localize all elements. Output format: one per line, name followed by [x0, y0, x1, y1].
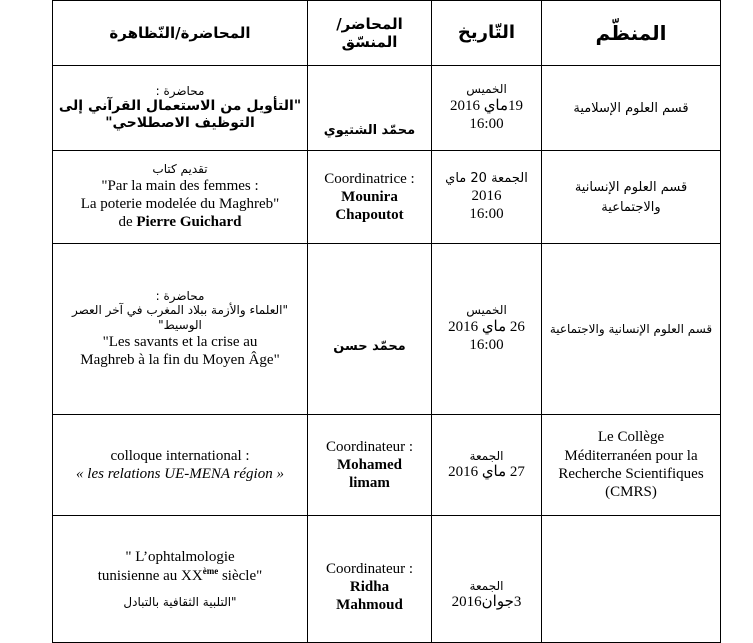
lecture-type: محاضرة : — [155, 288, 205, 303]
organizer-cell — [542, 66, 721, 151]
date-day: الخميس — [466, 82, 507, 97]
coordinator-cell — [308, 244, 432, 415]
table-row — [53, 151, 721, 244]
schedule-table — [52, 0, 721, 643]
coordinator-first: Mohamed — [337, 456, 402, 473]
date-day: الخميس — [466, 303, 507, 318]
date-cell — [432, 66, 542, 151]
lecture-title-ar: "التأويل من الاستعمال القرآني إلى التوظيف الاصطلاحي" — [58, 98, 302, 132]
lecture-line-2-wrap — [57, 566, 303, 585]
lecture-line-1: colloque international : — [110, 447, 250, 464]
coordinator-last: limam — [349, 475, 390, 492]
lecture-type: تقديم كتاب — [152, 162, 208, 177]
date-line: 19ماي 2016 — [449, 98, 524, 115]
organizer-name: قسم العلوم الإنسانية والاجتماعية — [549, 322, 713, 337]
date-time: 16:00 — [469, 205, 504, 222]
lecture-author-line — [57, 213, 303, 231]
date-cell — [432, 516, 542, 643]
coordinator-last: Mahmoud — [336, 597, 403, 614]
header-organizer: المنظّم — [542, 1, 721, 66]
coordinator-role: Coordinateur : — [325, 438, 414, 455]
header-coordinator: المحاضر/المنسّق — [308, 1, 432, 66]
organizer-cell — [542, 151, 721, 244]
lecture-sup: ème — [202, 566, 219, 577]
coordinator-cell — [308, 151, 432, 244]
coordinator-last: Chapoutot — [335, 207, 404, 224]
coordinator-name: محمّد الشتيوي — [323, 123, 416, 139]
lecture-line-2: « les relations UE-MENA région » — [76, 466, 284, 482]
lecture-cell — [53, 244, 308, 415]
lecture-cell — [53, 415, 308, 516]
date-time: 16:00 — [469, 116, 504, 133]
lecture-line-1: "Les savants et la crise au — [102, 333, 258, 350]
lecture-cell — [53, 151, 308, 244]
coordinator-cell — [308, 415, 432, 516]
lecture-title-ar: "التلبية الثقافية بالتبادل — [123, 595, 237, 610]
date-cell — [432, 151, 542, 244]
organizer-name: قسم العلوم الإنسانية والاجتماعية — [574, 180, 688, 215]
coordinator-role: Coordinatrice : — [324, 170, 415, 187]
table-row — [53, 516, 721, 643]
organizer-name: Le Collège Méditerranéen pour la Recherche Scientifiques (CMRS) — [558, 429, 704, 501]
coordinator-name: محمّد حسن — [333, 339, 406, 355]
date-cell — [432, 244, 542, 415]
lecture-cell — [53, 66, 308, 151]
date-cell — [432, 415, 542, 516]
coordinator-role: Coordinateur : — [325, 560, 414, 577]
lecture-type: محاضرة : — [155, 83, 205, 98]
lecture-line-1: "Par la main des femmes : — [101, 177, 259, 194]
date-day: الجمعة — [469, 578, 504, 593]
date-line: 26 ماي 2016 — [448, 319, 525, 336]
table-row — [53, 66, 721, 151]
lecture-de: de — [118, 214, 133, 231]
date-day: الجمعة — [469, 448, 504, 463]
table-row — [53, 415, 721, 516]
header-date: التّاريخ — [432, 1, 542, 66]
date-year: 2016 — [471, 187, 502, 204]
date-line: 3جوان2016 — [451, 594, 522, 611]
coordinator-cell — [308, 66, 432, 151]
date-time: 16:00 — [469, 337, 504, 354]
organizer-cell — [542, 516, 721, 643]
date-line: الجمعة 20 ماي — [445, 170, 528, 186]
lecture-line-2: La poterie modelée du Maghreb" — [80, 196, 280, 213]
organizer-cell — [542, 244, 721, 415]
lecture-line-1: " L’ophtalmologie — [125, 548, 235, 565]
lecture-cell — [53, 516, 308, 643]
lecture-author: Pierre Guichard — [136, 214, 242, 231]
coordinator-cell — [308, 516, 432, 643]
coordinator-first: Ridha — [349, 578, 390, 595]
organizer-cell — [542, 415, 721, 516]
organizer-name: قسم العلوم الإسلامية — [573, 101, 689, 117]
header-row — [53, 1, 721, 66]
table-row — [53, 244, 721, 415]
lecture-line-2-end: siècle" — [218, 568, 263, 585]
header-lecture: المحاضرة/النّظاهرة — [53, 1, 308, 66]
coordinator-first: Mounira — [341, 188, 398, 205]
date-line: 27 ماي 2016 — [448, 464, 525, 481]
lecture-line-2: Maghreb à la fin du Moyen Âge" — [80, 351, 280, 368]
lecture-line-2: tunisienne au XX — [97, 568, 203, 585]
lecture-title-ar: "العلماء والأزمة ببلاد المغرب في آخر العصر الوسيط" — [71, 303, 289, 333]
